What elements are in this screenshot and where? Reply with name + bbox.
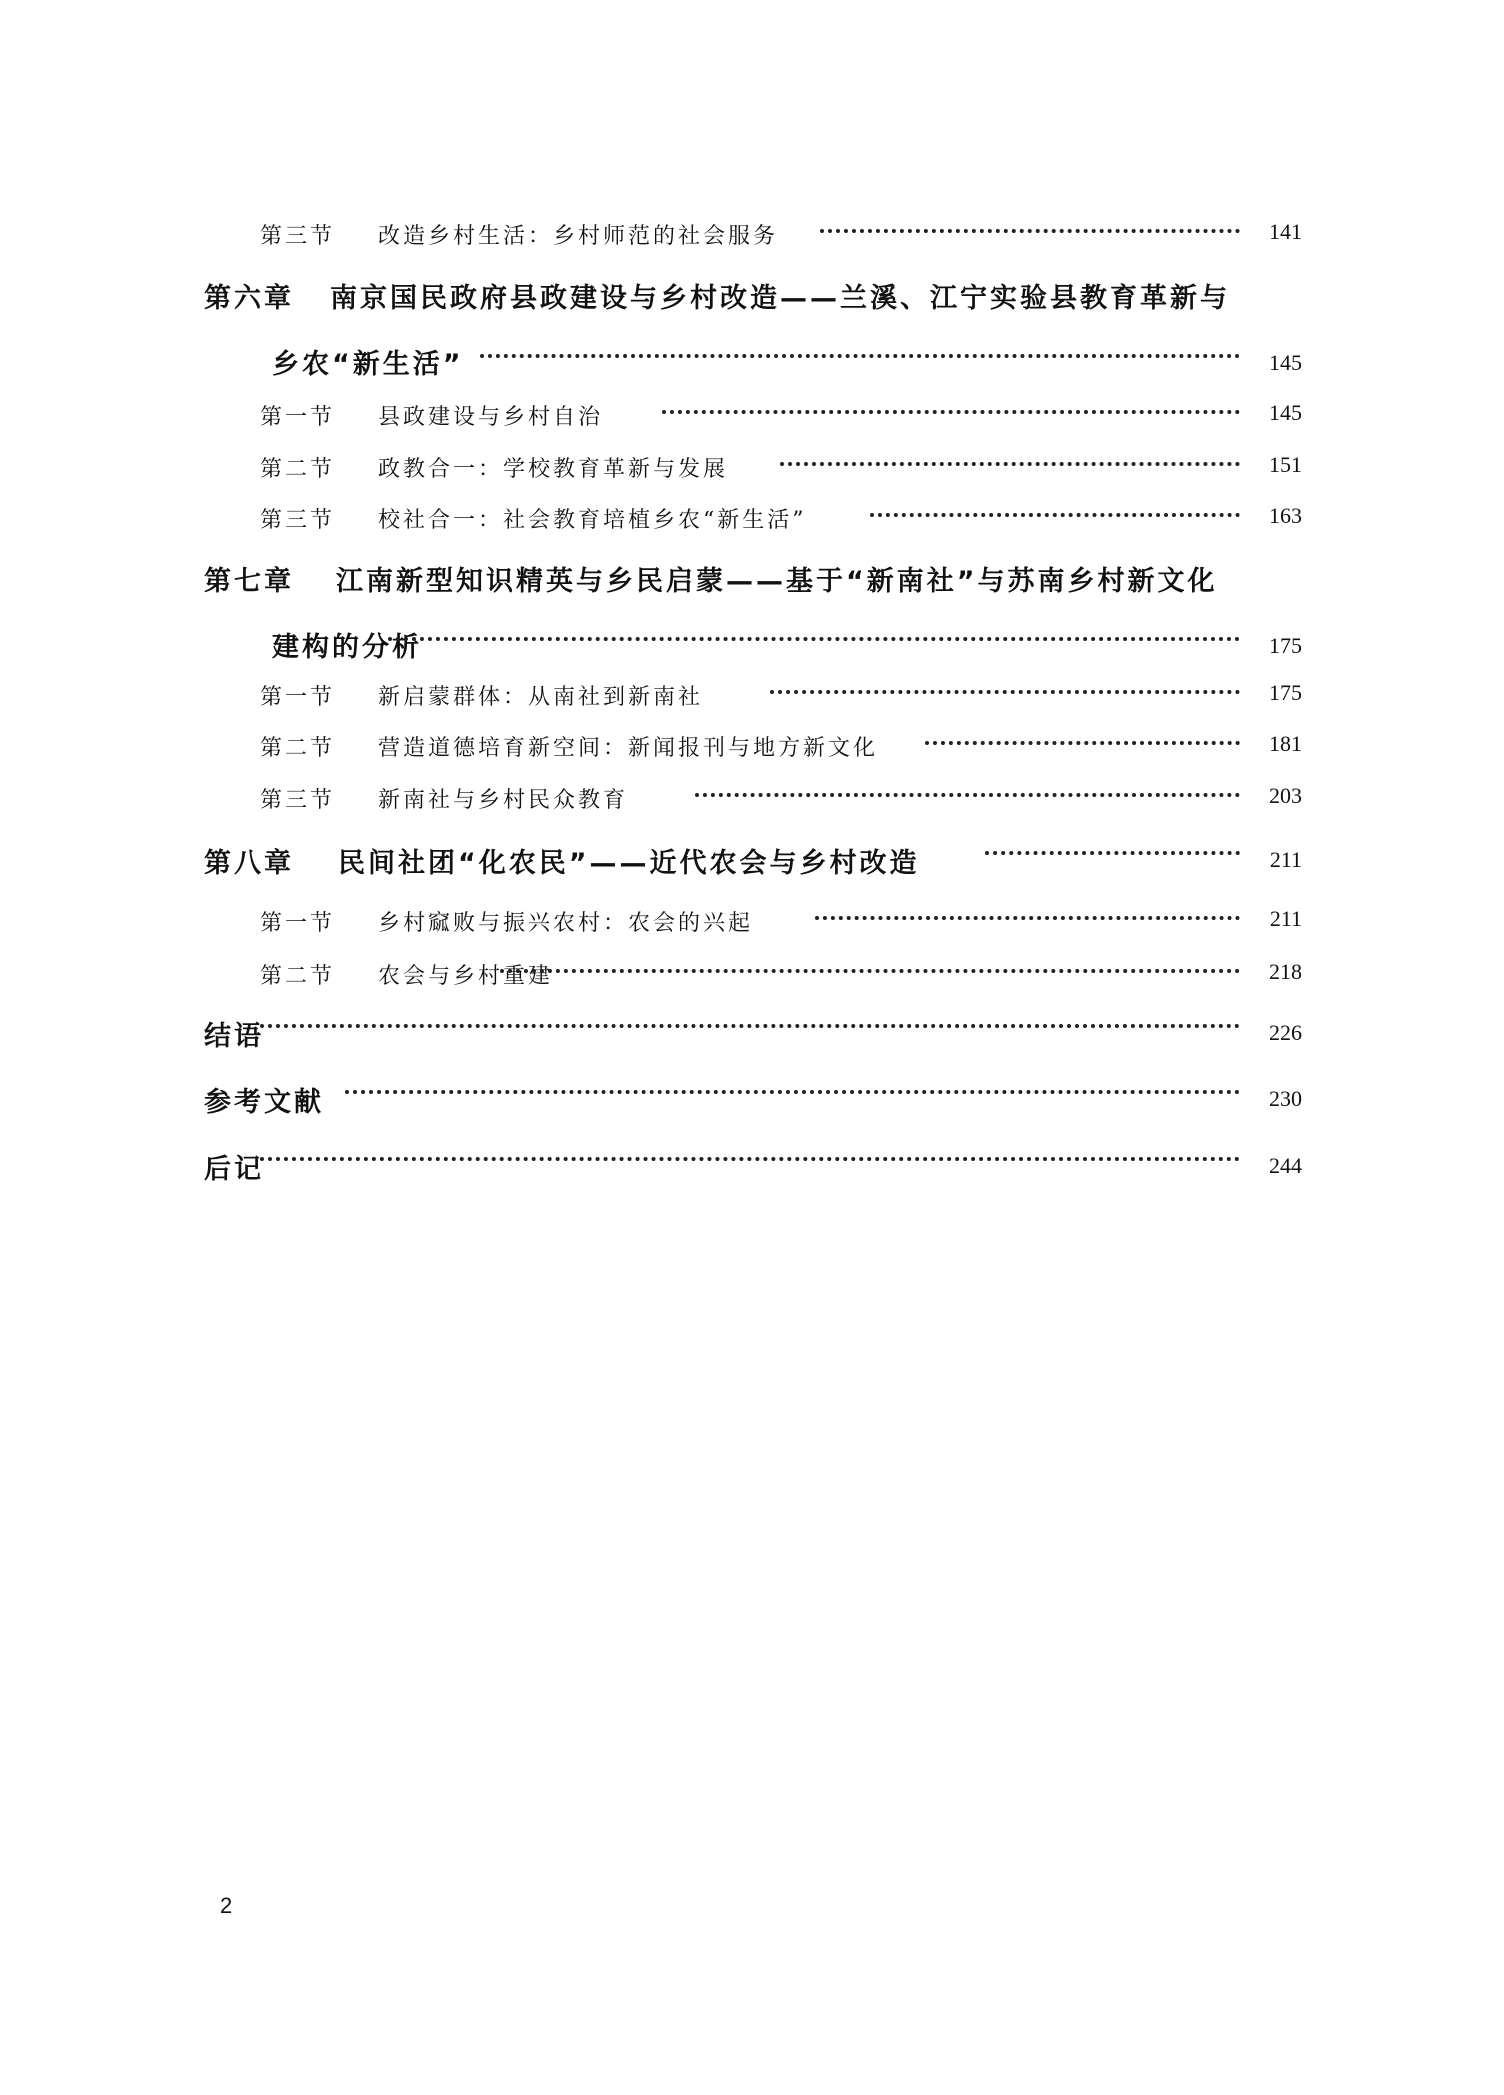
- chapter-label: 第八章: [204, 848, 294, 879]
- toc-section-entry[interactable]: [0, 906, 1504, 946]
- dot-leader: [662, 400, 1240, 414]
- toc-section-entry[interactable]: [0, 680, 1504, 720]
- section-title: 新启蒙群体：从南社到新南社: [378, 685, 704, 710]
- dot-leader: [815, 906, 1240, 920]
- dot-leader: [500, 959, 1240, 973]
- entry-title: 参考文献: [204, 1087, 324, 1118]
- toc-chapter-entry[interactable]: [0, 559, 1504, 669]
- page-ref: 203: [1269, 783, 1302, 808]
- toc-entry-afterword[interactable]: [0, 1147, 1504, 1187]
- page-ref: 226: [1269, 1020, 1302, 1045]
- page-ref: 141: [1269, 219, 1302, 244]
- page-ref: 145: [1269, 350, 1302, 375]
- chapter-title-continued: 乡农“新生活”: [272, 349, 464, 380]
- page-ref: 211: [1269, 906, 1302, 931]
- dot-leader: [345, 1080, 1240, 1094]
- toc-section-entry[interactable]: [0, 783, 1504, 823]
- chapter-title: 江南新型知识精英与乡民启蒙——基于“新南社”与苏南乡村新文化: [336, 566, 1218, 597]
- dot-leader: [695, 783, 1240, 797]
- toc-entry-conclusion[interactable]: [0, 1014, 1504, 1054]
- toc-section-entry[interactable]: [0, 731, 1504, 771]
- dot-leader: [870, 503, 1240, 517]
- page-ref: 163: [1269, 503, 1302, 528]
- chapter-label: 第七章: [204, 566, 294, 597]
- entry-title: 后记: [204, 1154, 264, 1185]
- page-ref: 218: [1269, 959, 1302, 984]
- page-ref: 211: [1269, 847, 1302, 872]
- dot-leader: [925, 731, 1240, 745]
- section-label: 第二节: [260, 457, 336, 482]
- dot-leader: [770, 680, 1240, 694]
- toc-section-entry[interactable]: [0, 503, 1504, 543]
- section-label: 第二节: [260, 736, 336, 761]
- toc-section-entry[interactable]: [0, 219, 1504, 259]
- toc-section-entry[interactable]: [0, 452, 1504, 492]
- dot-leader: [388, 627, 1240, 641]
- toc-entry-references[interactable]: [0, 1080, 1504, 1120]
- dot-leader: [780, 452, 1240, 466]
- chapter-title: 南京国民政府县政建设与乡村改造——兰溪、江宁实验县教育革新与: [330, 283, 1230, 314]
- section-label: 第三节: [260, 508, 336, 533]
- toc-section-entry[interactable]: [0, 400, 1504, 440]
- section-title: 改造乡村生活：乡村师范的社会服务: [378, 224, 779, 249]
- page-ref: 175: [1269, 680, 1302, 705]
- entry-title: 结语: [204, 1021, 264, 1052]
- page-ref: 181: [1269, 731, 1302, 756]
- chapter-label: 第六章: [204, 283, 294, 314]
- dot-leader: [260, 1147, 1240, 1161]
- section-title: 乡村窳败与振兴农村：农会的兴起: [378, 911, 754, 936]
- section-title: 政教合一：学校教育革新与发展: [378, 457, 729, 482]
- section-title: 营造道德培育新空间：新闻报刊与地方新文化: [378, 736, 879, 761]
- toc-section-entry[interactable]: [0, 959, 1504, 999]
- section-label: 第三节: [260, 224, 336, 249]
- section-label: 第一节: [260, 911, 336, 936]
- section-title: 农会与乡村重建: [378, 964, 554, 989]
- section-label: 第三节: [260, 788, 336, 813]
- chapter-title: 民间社团“化农民”——近代农会与乡村改造: [338, 848, 920, 879]
- page-ref: 175: [1269, 633, 1302, 658]
- section-title: 新南社与乡村民众教育: [378, 788, 629, 813]
- page-ref: 151: [1269, 452, 1302, 477]
- chapter-title-continued: 建构的分析: [272, 632, 422, 663]
- section-label: 第二节: [260, 964, 336, 989]
- section-title: 县政建设与乡村自治: [378, 405, 604, 430]
- section-label: 第一节: [260, 405, 336, 430]
- dot-leader: [985, 841, 1240, 855]
- page-ref: 145: [1269, 400, 1302, 425]
- section-label: 第一节: [260, 685, 336, 710]
- toc-chapter-entry[interactable]: [0, 841, 1504, 881]
- dot-leader: [820, 219, 1240, 233]
- page-ref: 244: [1269, 1153, 1302, 1178]
- page-ref: 230: [1269, 1086, 1302, 1111]
- toc-chapter-entry[interactable]: [0, 276, 1504, 386]
- section-title: 校社合一：社会教育培植乡农“新生活”: [378, 508, 807, 533]
- page-number: 2: [220, 1893, 233, 1918]
- dot-leader: [260, 1014, 1240, 1028]
- dot-leader: [480, 344, 1240, 358]
